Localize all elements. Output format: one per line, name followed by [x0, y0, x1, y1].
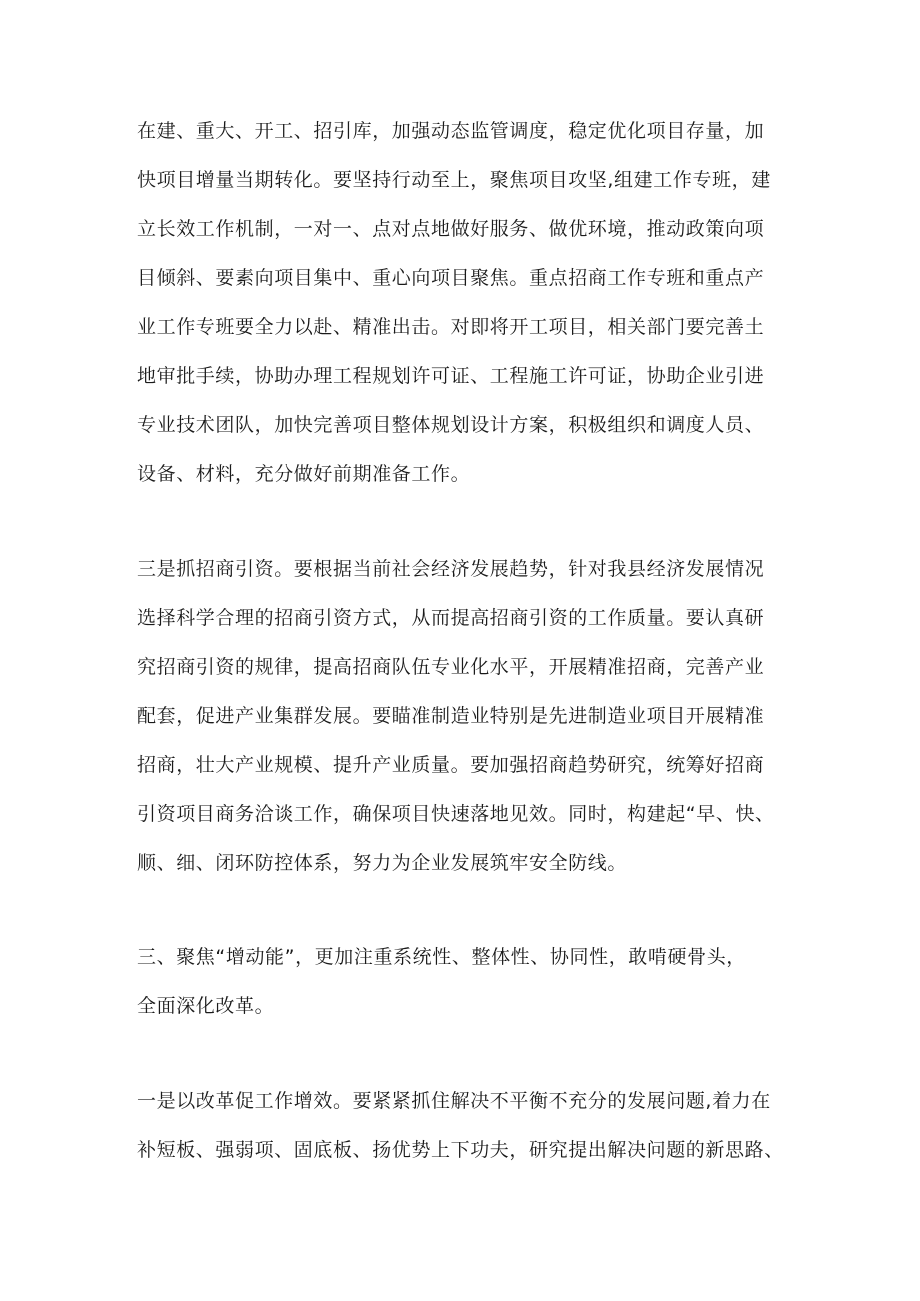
- paragraph-2-line-7: 顺、细、闭环防控体系，努力为企业发展筑牢安全防线。: [137, 852, 628, 874]
- paragraph-1-line-8: 设备、材料，充分做好前期准备工作。: [137, 463, 471, 485]
- paragraph-1-line-1: 在建、重大、开工、招引库，加强动态监管调度，稳定优化项目存量，加: [137, 120, 765, 142]
- paragraph-4-line-2: 补短板、强弱项、固底板、扬优势上下功夫，研究提出解决问题的新思路、: [137, 1139, 784, 1161]
- paragraph-1-line-3: 立长效工作机制，一对一、点对点地做好服务、做优环境，推动政策向项: [137, 218, 765, 240]
- paragraph-1-line-2: 快项目增量当期转化。要坚持行动至上，聚焦项目攻坚,组建工作专班，建: [137, 169, 771, 191]
- section-heading-line-2: 全面深化改革。: [137, 995, 275, 1017]
- paragraph-1-line-4: 目倾斜、要素向项目集中、重心向项目聚焦。重点招商工作专班和重点产: [137, 267, 765, 289]
- paragraph-2-line-3: 究招商引资的规律，提高招商队伍专业化水平，开展精准招商，完善产业: [137, 656, 765, 678]
- paragraph-2-line-1: 三是抓招商引资。要根据当前社会经济发展趋势，针对我县经济发展情况: [137, 558, 765, 580]
- paragraph-2-line-5: 招商，壮大产业规模、提升产业质量。要加强招商趋势研究，统筹好招商: [137, 754, 765, 776]
- section-heading-line-1: 三、聚焦“增动能”，更加注重系统性、整体性、协同性，敢啃硬骨头，: [137, 946, 746, 968]
- paragraph-1-line-6: 地审批手续，协助办理工程规划许可证、工程施工许可证，协助企业引进: [137, 365, 765, 387]
- paragraph-1-line-7: 专业技术团队，加快完善项目整体规划设计方案，积极组织和调度人员、: [137, 414, 765, 436]
- paragraph-2-line-6: 引资项目商务洽谈工作，确保项目快速落地见效。同时，构建起“早、快、: [137, 803, 775, 825]
- paragraph-2-line-4: 配套，促进产业集群发展。要瞄准制造业特别是先进制造业项目开展精准: [137, 705, 765, 727]
- paragraph-1-line-5: 业工作专班要全力以赴、精准出击。对即将开工项目，相关部门要完善土: [137, 316, 765, 338]
- paragraph-4-line-1: 一是以改革促工作增效。要紧紧抓住解决不平衡不充分的发展问题,着力在: [137, 1090, 771, 1112]
- paragraph-2-line-2: 选择科学合理的招商引资方式，从而提高招商引资的工作质量。要认真研: [137, 607, 765, 629]
